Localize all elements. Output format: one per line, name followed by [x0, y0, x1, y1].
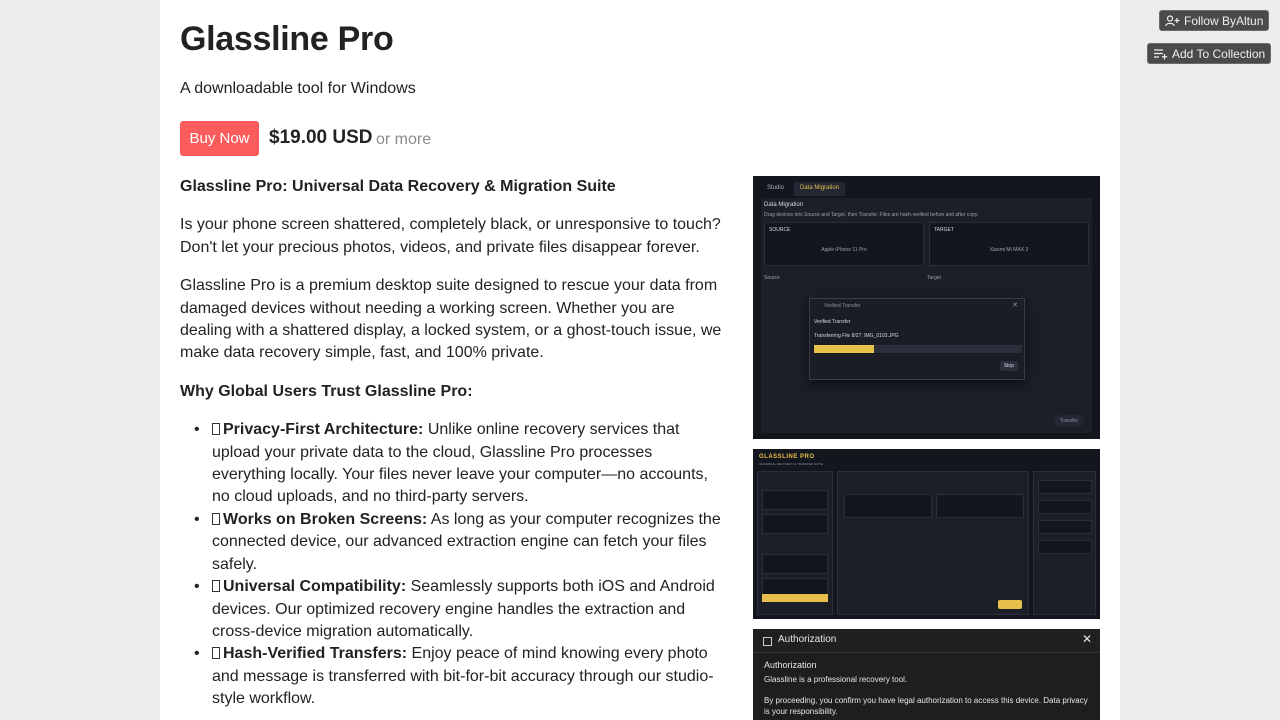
row-target-label: Target: [927, 275, 941, 281]
app-brand: GLASSLINE PRO: [759, 454, 815, 460]
add-user-icon: [1165, 15, 1180, 27]
missing-glyph-icon: [212, 513, 220, 525]
migration-panel: [761, 198, 1092, 433]
tagline: A downloadable tool for Windows: [180, 80, 416, 97]
yellow-action: [762, 594, 828, 602]
device-item: [762, 554, 828, 574]
status-item: [1038, 520, 1092, 534]
tab-data-migration: Data Migration: [794, 182, 845, 196]
missing-glyph-icon: [212, 580, 220, 592]
missing-glyph-icon: [212, 423, 220, 435]
source-device: Apple iPhone 11 Pro: [821, 247, 867, 253]
target-label: TARGET: [934, 227, 954, 233]
transfer-button: [998, 600, 1022, 609]
description-para-1: Is your phone screen shattered, completely black, or unresponsive to touch? Don't let your precious photos, videos, and private files disappear forever.: [180, 216, 721, 256]
row-source-label: Source: [764, 275, 780, 281]
device-item: [762, 514, 828, 534]
source-card: [764, 222, 924, 266]
dialog-title: Authorization: [778, 634, 837, 645]
feature-item: [212, 643, 728, 710]
description: [180, 176, 728, 711]
price: $19.00 USD: [269, 127, 373, 148]
feature-text: Enjoy peace of mind knowing every photo and message is transferred with bit-for-bit accuracy through our studio-style workflow.: [212, 645, 714, 708]
status-item: [1038, 500, 1092, 514]
feature-title: Universal Compatibility:: [223, 578, 407, 596]
page-title: Glassline Pro: [180, 20, 394, 58]
feature-item: [212, 419, 728, 509]
feature-item: [212, 576, 728, 643]
screenshot-authorization[interactable]: [753, 629, 1100, 720]
screenshot-overview[interactable]: [753, 449, 1100, 619]
feature-list: [192, 419, 728, 710]
auth-heading: Authorization: [764, 660, 817, 670]
app-tabs: [761, 182, 845, 196]
screenshot-data-migration[interactable]: [753, 176, 1100, 439]
dialog-progress-text: Transferring File 8/27: IMG_0103.JPG: [814, 333, 899, 339]
tab-studio: Studio: [767, 185, 785, 191]
auth-line-1: Glassline is a professional recovery tool.: [764, 675, 908, 684]
feature-text: Seamlessly supports both iOS and Android devices. Our optimized recovery engine handles the extraction and cross-device migration automatically.: [212, 578, 715, 640]
window-icon: [763, 637, 772, 646]
migration-view: [837, 471, 1029, 615]
panel-subtitle: Drag devices into Source and Target, then Transfer. Files are hash-verified before and after copy.: [764, 212, 979, 218]
dialog-heading: Verified Transfer: [814, 319, 851, 325]
status-item: [1038, 480, 1092, 494]
transfer-dialog: [809, 298, 1025, 380]
feature-title: Privacy-First Architecture:: [223, 421, 424, 439]
close-icon: ✕: [1012, 302, 1018, 309]
feature-item: [212, 509, 728, 576]
dialog-titlebar: [753, 629, 1100, 653]
device-sidebar: [757, 471, 833, 615]
device-item: [762, 490, 828, 510]
feature-title: Works on Broken Screens:: [223, 510, 428, 528]
follow-label: Follow ByAltun: [1184, 13, 1264, 28]
source-label: SOURCE: [769, 227, 791, 233]
stop-button: Stop: [1000, 361, 1018, 371]
feature-title: Hash-Verified Transfers:: [223, 645, 408, 663]
progress-bar: [814, 345, 1022, 353]
target-card: [929, 222, 1089, 266]
description-para-2: Glassline Pro is a premium desktop suite designed to rescue your data from damaged devices without needing a working screen. Whether you are dealing with a shattered display, a locked system, or a ghost-touch issue, we make data recovery simple, fast, and 100% private.: [180, 277, 722, 362]
status-panel: [1033, 471, 1096, 615]
missing-glyph-icon: [212, 647, 220, 659]
feature-text: Unlike online recovery services that upload your private data to the cloud, Glassline Pro processes everything locally. Your files never leave your computer—no accounts, no cloud uploads, and no third-party servers.: [212, 421, 708, 506]
buy-now-button[interactable]: Buy Now: [180, 121, 259, 156]
app-brand-subtitle: UNIVERSAL RECOVERY & TRANSFER SUITE: [759, 462, 823, 466]
add-to-collection-button[interactable]: [1147, 43, 1271, 64]
follow-button[interactable]: [1159, 10, 1269, 31]
dialog-title: Verified Transfer: [824, 303, 861, 309]
close-icon: ✕: [1081, 632, 1092, 646]
transfer-button: Transfer: [1054, 415, 1084, 427]
why-heading: Why Global Users Trust Glassline Pro:: [180, 382, 473, 400]
panel-title: Data Migration: [764, 202, 804, 208]
target-card: [936, 494, 1024, 518]
progress-fill: [814, 345, 874, 353]
target-device: Xiaomi MI MAX 3: [989, 247, 1029, 253]
or-more-label: or more: [376, 131, 432, 148]
selector-row: [761, 272, 1092, 284]
auth-line-2: By proceeding, you confirm you have legal authorization to access this device. Data privacy is your responsibility.: [764, 696, 1088, 716]
collection-label: Add To Collection: [1172, 46, 1266, 61]
feature-text: As long as your computer recognizes the connected device, our advanced extraction engine can fetch your files safely.: [212, 510, 721, 573]
description-heading: Glassline Pro: Universal Data Recovery & Migration Suite: [180, 178, 616, 195]
status-item: [1038, 540, 1092, 554]
source-card: [844, 494, 932, 518]
game-page: [160, 0, 1120, 720]
playlist-add-icon: [1153, 48, 1168, 60]
